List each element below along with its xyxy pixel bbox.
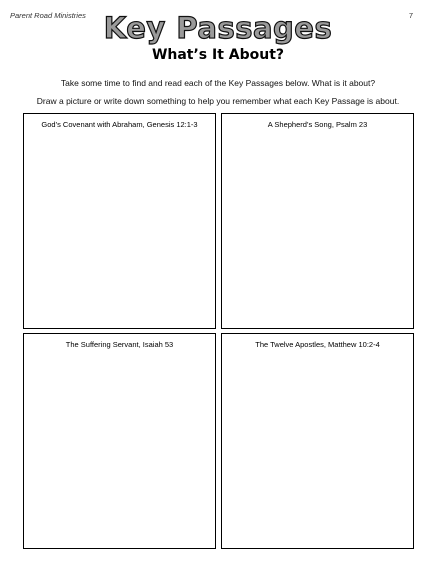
passage-box-isaiah-53[interactable] — [23, 333, 216, 549]
passage-label: A Shepherd’s Song, Psalm 23 — [267, 120, 368, 129]
instructions-line-1: Take some time to find and read each of the Key Passages below. What is it about? — [60, 78, 376, 88]
passage-box-matthew-10[interactable] — [221, 333, 414, 549]
passage-box-abraham[interactable] — [23, 113, 216, 329]
page-title: Key Passages — [103, 11, 333, 45]
passage-label: The Suffering Servant, Isaiah 53 — [65, 340, 174, 349]
publisher-name: Parent Road Ministries — [10, 11, 86, 20]
instructions-line-2: Draw a picture or write down something to help you remember what each Key Passage is about. — [36, 96, 400, 106]
passage-label: God’s Covenant with Abraham, Genesis 12:1-3 — [41, 120, 198, 129]
passage-label: The Twelve Apostles, Matthew 10:2-4 — [255, 340, 380, 349]
page-number: 7 — [408, 11, 413, 20]
passage-box-psalm-23[interactable] — [221, 113, 414, 329]
instructions — [10, 74, 426, 110]
page-subtitle: What’s It About? — [151, 47, 285, 63]
